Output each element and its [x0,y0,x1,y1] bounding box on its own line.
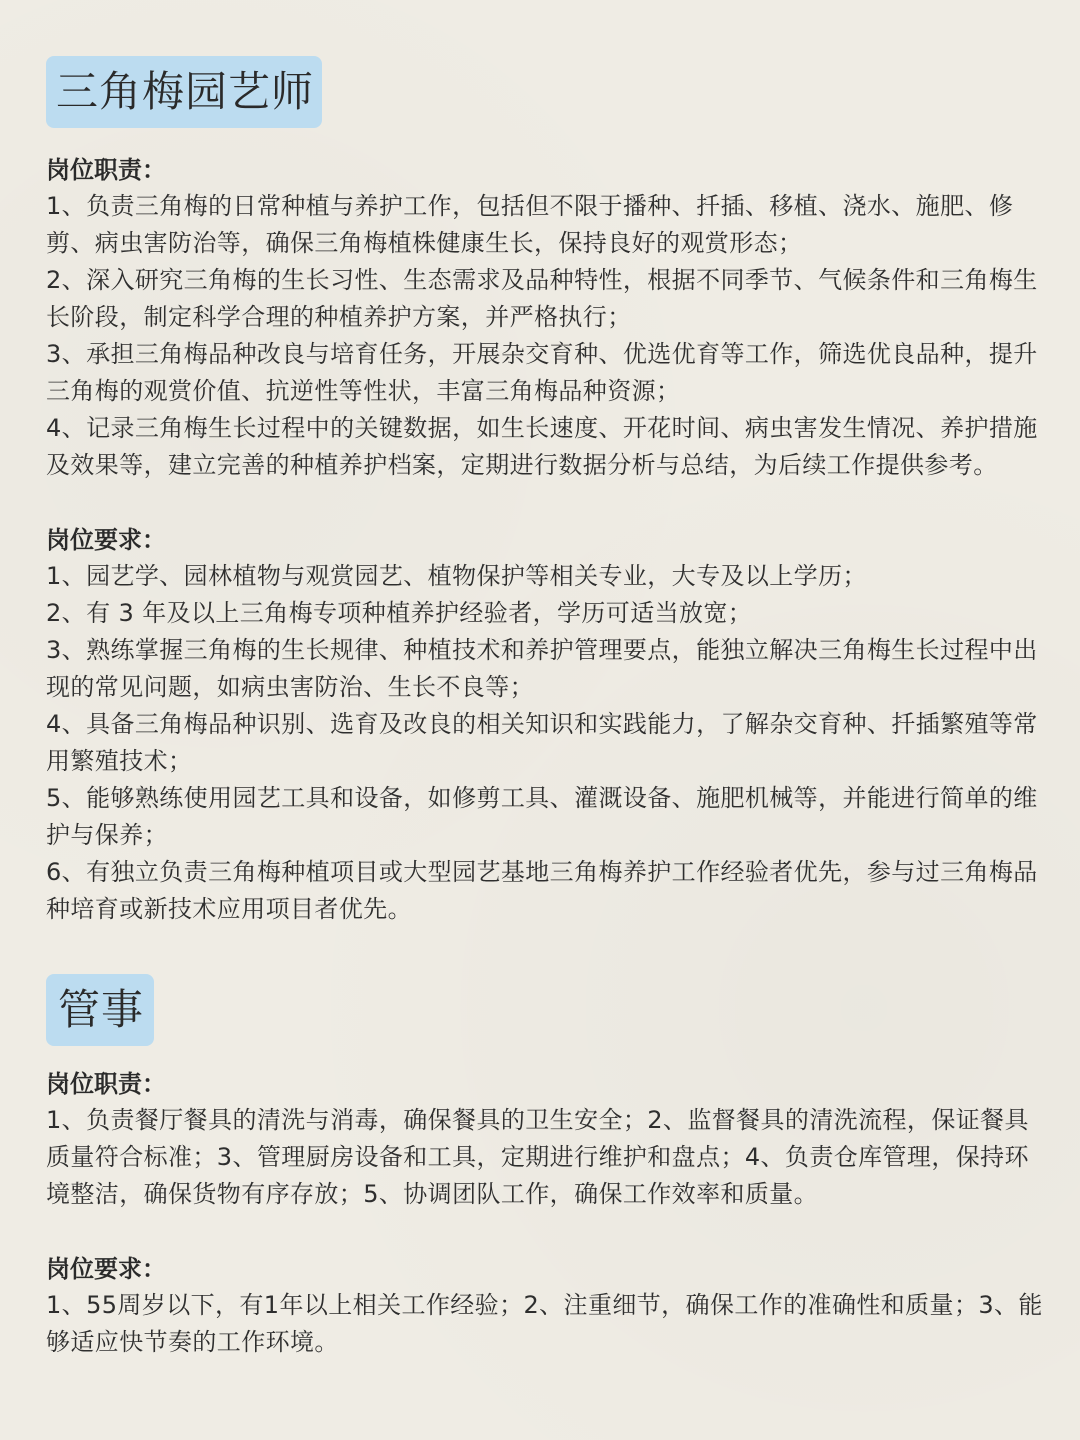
job2-duty-item: 1、负责餐厅餐具的清洗与消毒，确保餐具的卫生安全；2、监督餐具的清洗流程，保证餐具质量符合标准；3、管理厨房设备和工具，定期进行维护和盘点；4、负责仓库管理，保持环境整洁，确保货物有序存放；5、协调团队工作，确保工作效率和质量。 [46,1106,1029,1208]
job2-requirement-item: 1、55周岁以下，有1年以上相关工作经验；2、注重细节，确保工作的准确性和质量；3、能够适应快节奏的工作环境。 [46,1291,1043,1356]
job1-requirement-item: 3、熟练掌握三角梅的生长规律、种植技术和养护管理要点，能独立解决三角梅生长过程中出现的常见问题，如病虫害防治、生长不良等； [46,636,1038,701]
job2-section [46,974,1046,1361]
job2-requirements [46,1251,1046,1361]
job1-requirement-item: 6、有独立负责三角梅种植项目或大型园艺基地三角梅养护工作经验者优先，参与过三角梅品种培育或新技术应用项目者优先。 [46,858,1038,923]
job1-duty-item: 3、承担三角梅品种改良与培育任务，开展杂交育种、优选优育等工作，筛选优良品种，提升三角梅的观赏价值、抗逆性等性状，丰富三角梅品种资源； [46,340,1038,405]
job1-title: 三角梅园艺师 [46,56,322,128]
job1-duty-item: 4、记录三角梅生长过程中的关键数据，如生长速度、开花时间、病虫害发生情况、养护措施及效果等，建立完善的种植养护档案，定期进行数据分析与总结，为后续工作提供参考。 [46,414,1038,479]
job1-requirement-item: 1、园艺学、园林植物与观赏园艺、植物保护等相关专业，大专及以上学历； [46,562,867,590]
job2-duties [46,1066,1046,1213]
job2-title: 管事 [46,974,154,1046]
job1-requirement-item: 2、有 3 年及以上三角梅专项种植养护经验者，学历可适当放宽； [46,599,753,627]
job-posting [46,56,1046,1361]
job1-requirements [46,522,1046,928]
job1-duties [46,152,1046,484]
job1-requirement-item: 4、具备三角梅品种识别、选育及改良的相关知识和实践能力，了解杂交育种、扦插繁殖等常用繁殖技术； [46,710,1038,775]
job1-duty-item: 1、负责三角梅的日常种植与养护工作，包括但不限于播种、扦插、移植、浇水、施肥、修剪、病虫害防治等，确保三角梅植株健康生长，保持良好的观赏形态； [46,192,1014,257]
job2-requirements-heading: 岗位要求： [46,1255,166,1283]
job1-section [46,56,1046,928]
job2-duties-heading: 岗位职责： [46,1070,166,1098]
job1-duties-heading: 岗位职责： [46,156,166,184]
job1-duty-item: 2、深入研究三角梅的生长习性、生态需求及品种特性，根据不同季节、气候条件和三角梅生长阶段，制定科学合理的种植养护方案，并严格执行； [46,266,1038,331]
job1-requirement-item: 5、能够熟练使用园艺工具和设备，如修剪工具、灌溉设备、施肥机械等，并能进行简单的维护与保养； [46,784,1038,849]
job1-requirements-heading: 岗位要求： [46,526,166,554]
